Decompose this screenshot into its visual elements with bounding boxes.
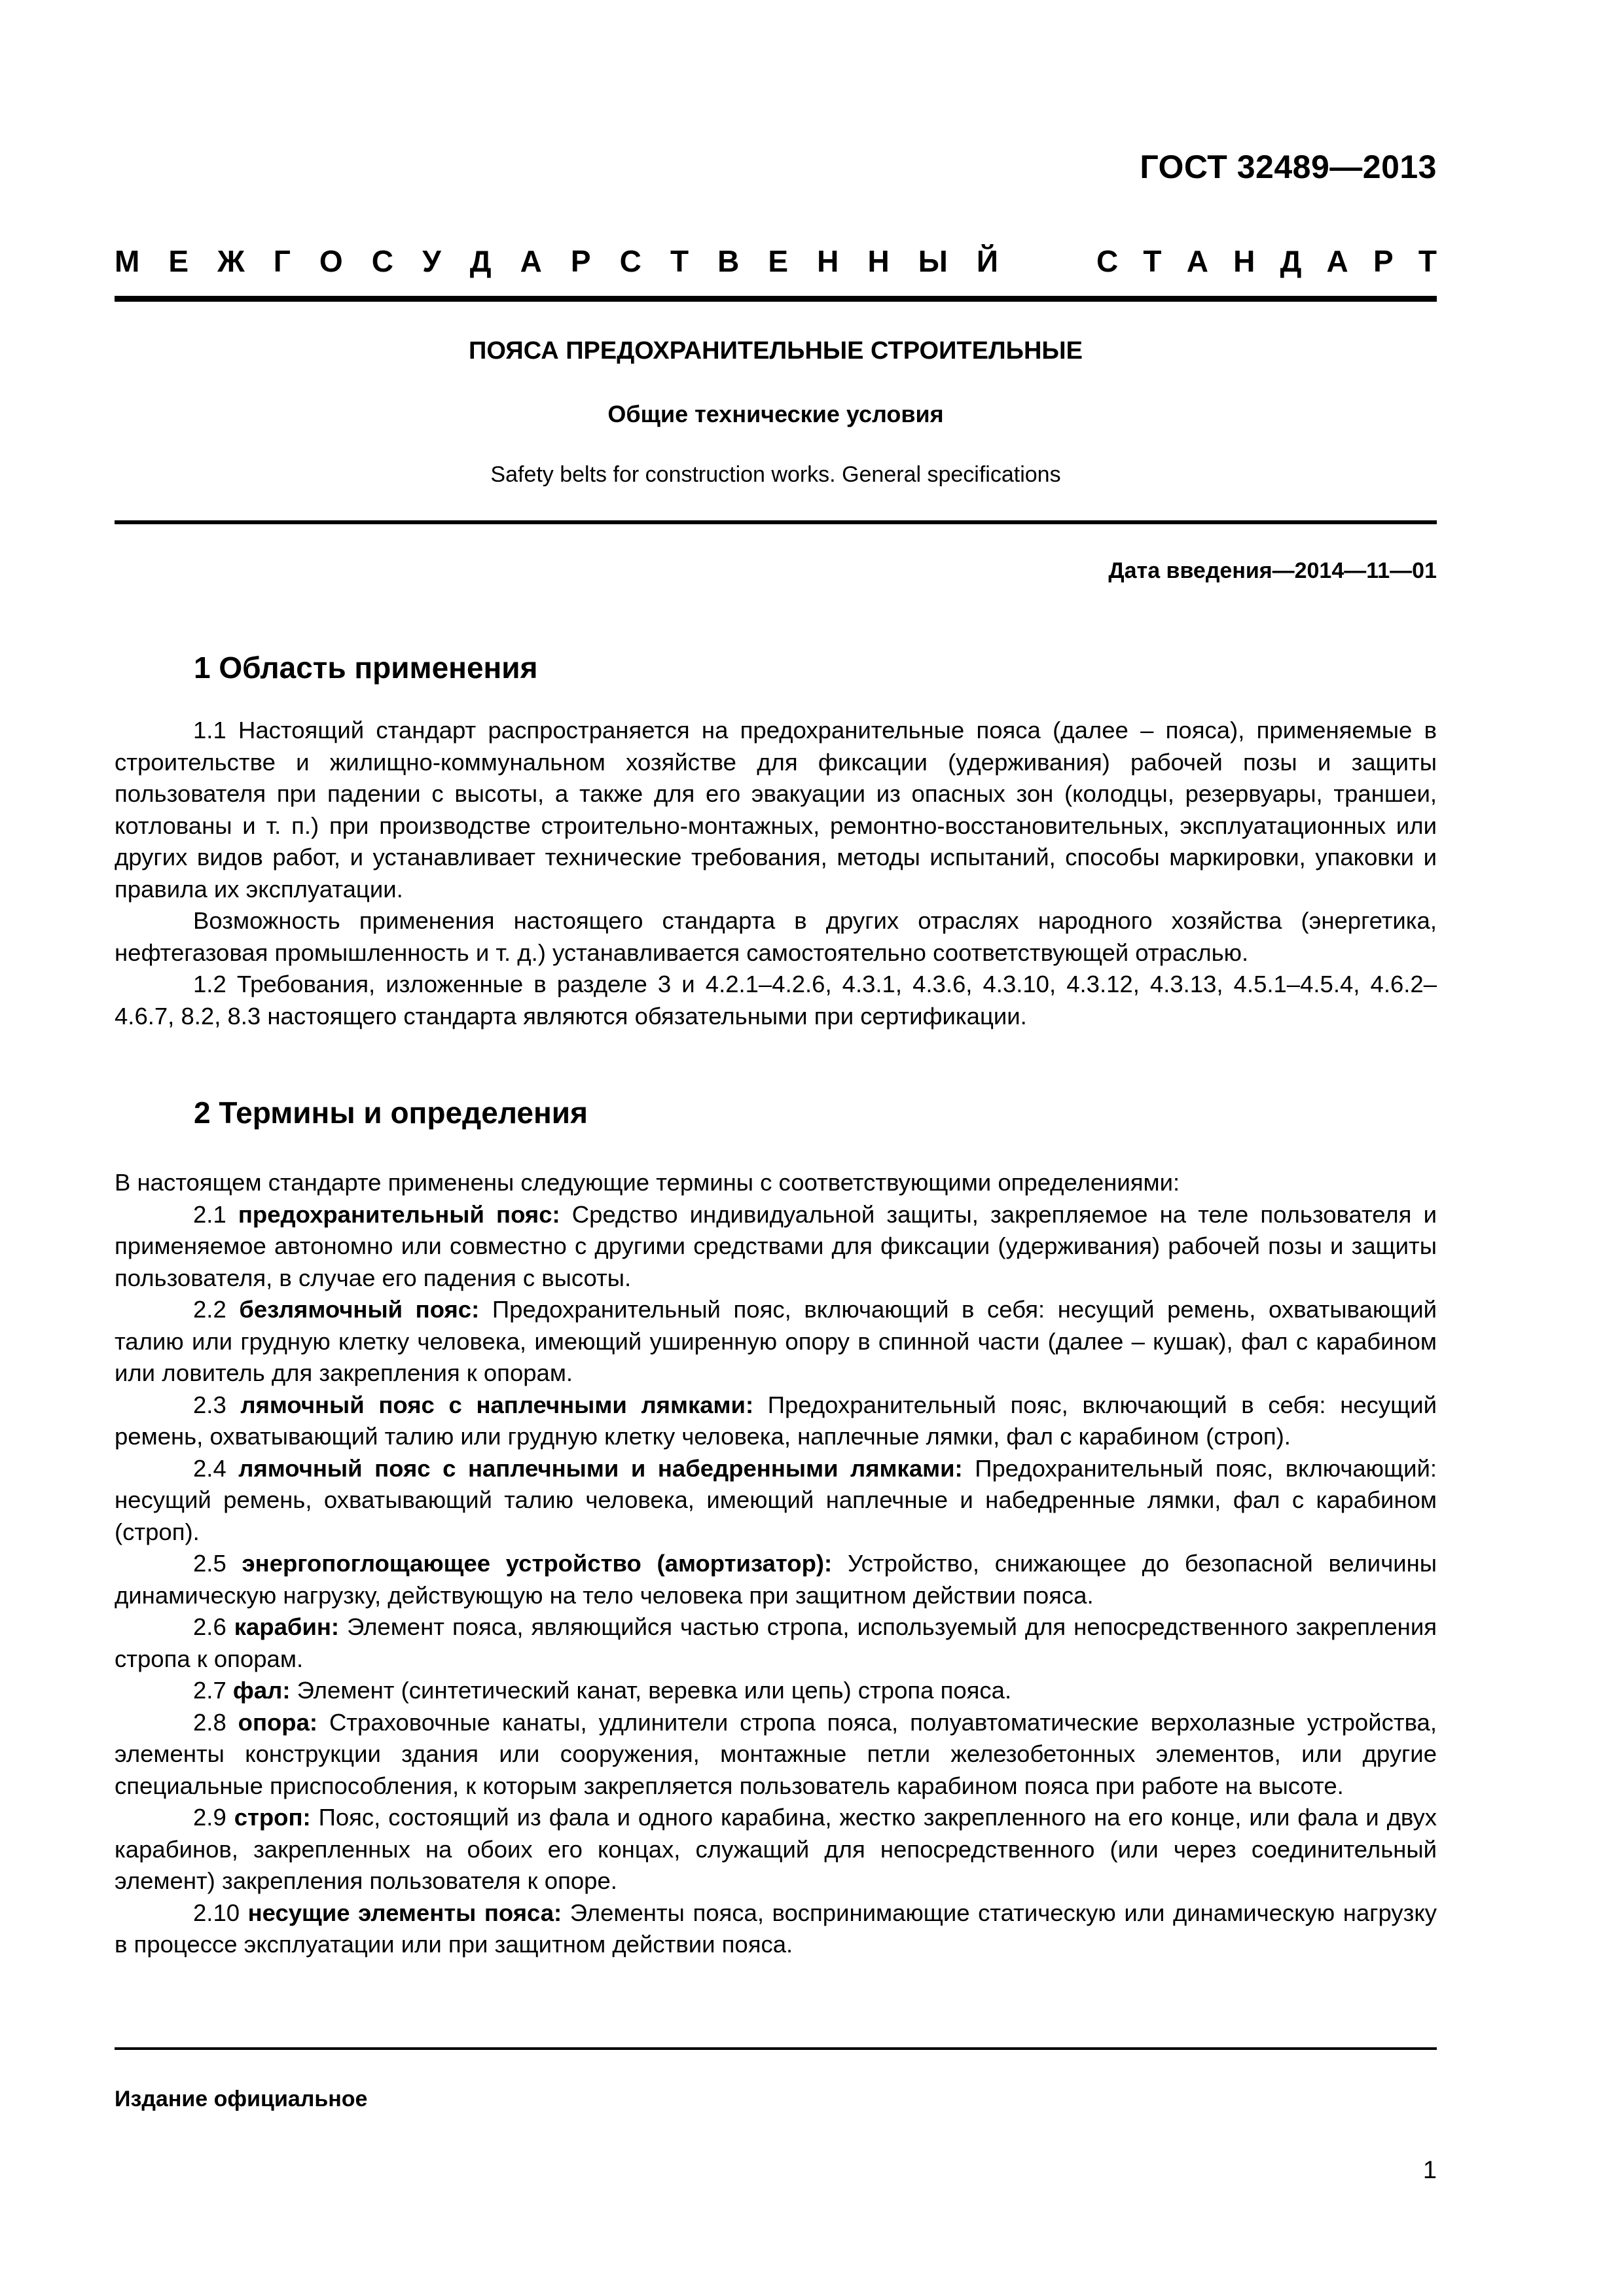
term-definition [115,1548,1437,1611]
standard-type-word-standard [1096,243,1437,279]
document-english-title: Safety belts for construction works. General specifications [490,462,1061,487]
banner-letter: А [1326,244,1348,278]
term-number: 2.9 [193,1804,234,1831]
banner-letter: С [1096,244,1119,278]
banner-letter: В [717,244,740,278]
term-number: 2.1 [193,1200,238,1228]
term-name: карабин: [234,1613,340,1640]
term-definition [115,1707,1437,1803]
banner-letter: Р [1373,244,1394,278]
term-text: Страховочные канаты, удлинители стропа пояса, полуавтоматические верхолазные устройства, элементы конструкции здания или сооружения, монтажные петли железобетонных элементов, или другие специальные приспособления, к которым закрепляется пользователь карабином пояса при работе на высоте. [115,1708,1437,1799]
banner-letter: С [619,244,641,278]
banner-letter: А [520,244,542,278]
term-number: 2.4 [193,1454,239,1482]
banner-letter: Д [1280,244,1302,278]
term-number: 2.7 [193,1677,233,1704]
term-number: 2.10 [193,1899,248,1926]
term-definition [115,1294,1437,1390]
term-name: фал: [232,1677,291,1704]
banner-letter: С [371,244,393,278]
term-name: опора: [238,1708,318,1736]
standard-type-word-interstate [115,243,998,279]
footer-rule [115,2047,1437,2050]
paragraph: 1.2 Требования, изложенные в разделе 3 и 4.2.1–4.2.6, 4.3.1, 4.3.6, 4.3.10, 4.3.12, 4.3.13, 4.5.1–4.5.4, 4.6.2–4.6.7, 8.2, 8.3 настоящего стандарта являются обязательными при сертификации. [115,971,1437,1030]
standard-type-banner [115,243,1437,279]
term-name: лямочный пояс с наплечными и набедренными лямками: [238,1454,963,1482]
banner-letter: Т [670,244,689,278]
banner-letter: Е [768,244,789,278]
term-number: 2.2 [193,1296,240,1323]
term-name: предохранительный пояс: [238,1200,560,1228]
term-name: безлямочный пояс: [239,1296,480,1323]
term-text: Устройство, снижающее до безопасной величины динамическую нагрузку, действующую на тело человека при защитном действии пояса. [115,1550,1437,1609]
term-number: 2.8 [193,1708,238,1736]
banner-letter: Т [1143,244,1162,278]
term-definition [115,1390,1437,1453]
term-definition [115,1199,1437,1295]
term-number: 2.5 [193,1550,242,1577]
term-text: Элемент пояса, являющийся частью стропа, используемый для непосредственного закрепления стропа к опорам. [115,1613,1437,1672]
term-name: лямочный пояс с наплечными лямками: [240,1391,754,1418]
banner-letter: Н [1233,244,1255,278]
paragraph: 1.1 Настоящий стандарт распространяется на предохранительные пояса (далее – пояса), применяемые в строительстве и жилищно-коммунальном хозяйстве для фиксации (удерживания) рабочей позы и защиты пользователя при падении с высоты, а также для его эвакуации из опасных зон (колодцы, резервуары, траншеи, котлованы и т. п.) при производстве строительно-монтажных, ремонтно-восстановительных, эксплуатационных или других видов работ, и устанавливает технические требования, методы испытаний, способы маркировки, упаковки и правила их эксплуатации. [115,717,1437,903]
section-heading-scope: 1 Область применения [194,651,538,685]
term-text: Элементы пояса, воспринимающие статическую или динамическую нагрузку в процессе эксплуатации или при защитном действии пояса. [115,1899,1437,1958]
document-number: ГОСТ 32489—2013 [1140,149,1437,185]
section-scope-body [115,715,1437,1032]
banner-letter: М [115,244,140,278]
term-definition [115,1453,1437,1549]
page-number: 1 [1422,2157,1437,2184]
document-subtitle: Общие технические условия [607,401,944,427]
banner-letter: Н [867,244,890,278]
paragraph: Возможность применения настоящего стандарта в других отраслях народного хозяйства (энергетика, нефтегазовая промышленность и т. д.) устанавливается самостоятельно соответствующей отраслью. [115,907,1437,966]
term-name: строп: [234,1804,311,1831]
banner-letter: Ы [918,244,948,278]
document-title: ПОЯСА ПРЕДОХРАНИТЕЛЬНЫЕ СТРОИТЕЛЬНЫЕ [469,337,1083,365]
term-definition [115,1897,1437,1961]
banner-letter: Ж [217,244,245,278]
banner-letter: У [422,244,441,278]
introduction-date: Дата введения—2014—11—01 [1108,558,1437,583]
banner-letter: Е [168,244,189,278]
term-number: 2.3 [193,1391,241,1418]
term-definition [115,1611,1437,1675]
banner-letter: Т [1418,244,1437,278]
banner-letter: О [319,244,343,278]
term-name: несущие элементы пояса: [247,1899,562,1926]
section-heading-terms: 2 Термины и определения [194,1096,588,1130]
title-rule [115,520,1437,524]
term-text: Пояс, состоящий из фала и одного карабина, жестко закрепленного на его конце, или фала и двух карабинов, закрепленных на обоих его концах, служащий для непосредственного (или через соединительный элемент) закрепления пользователя к опоре. [115,1804,1437,1894]
section-terms-body [115,1167,1437,1961]
term-text: Предохранительный пояс, включающий: несущий ремень, охватывающий талию человека, имеющий наплечные и набедренные лямки, фал с карабином (строп). [115,1454,1437,1545]
term-text: Предохранительный пояс, включающий в себя: несущий ремень, охватывающий талию или грудную клетку человека, наплечные лямки, фал с карабином (строп). [115,1391,1437,1450]
term-name: энергопоглощающее устройство (амортизатор): [242,1550,833,1577]
term-text: Элемент (синтетический канат, веревка или цепь) стропа пояса. [290,1677,1012,1704]
banner-letter: А [1186,244,1208,278]
terms-intro: В настоящем стандарте применены следующие термины с соответствующими определениями: [115,1169,1180,1196]
banner-letter: Н [817,244,839,278]
official-edition-label: Издание официальное [115,2087,368,2111]
banner-letter: Й [976,244,998,278]
banner-letter: Г [273,244,291,278]
term-text: Средство индивидуальной защиты, закрепляемое на теле пользователя и применяемое автономно или совместно с другими средствами для фиксации (удерживания) рабочей позы и защиты пользователя, в случае его падения с высоты. [115,1200,1437,1291]
term-definition [115,1802,1437,1897]
banner-letter: Р [570,244,591,278]
term-text: Предохранительный пояс, включающий в себя: несущий ремень, охватывающий талию или грудную клетку человека, имеющий уширенную опору в спинной части (далее – кушак), фал с карабином или ловитель для закрепления к опорам. [115,1296,1437,1386]
banner-letter: Д [469,244,492,278]
term-definition [115,1675,1437,1707]
term-number: 2.6 [193,1613,234,1640]
header-rule [115,296,1437,302]
